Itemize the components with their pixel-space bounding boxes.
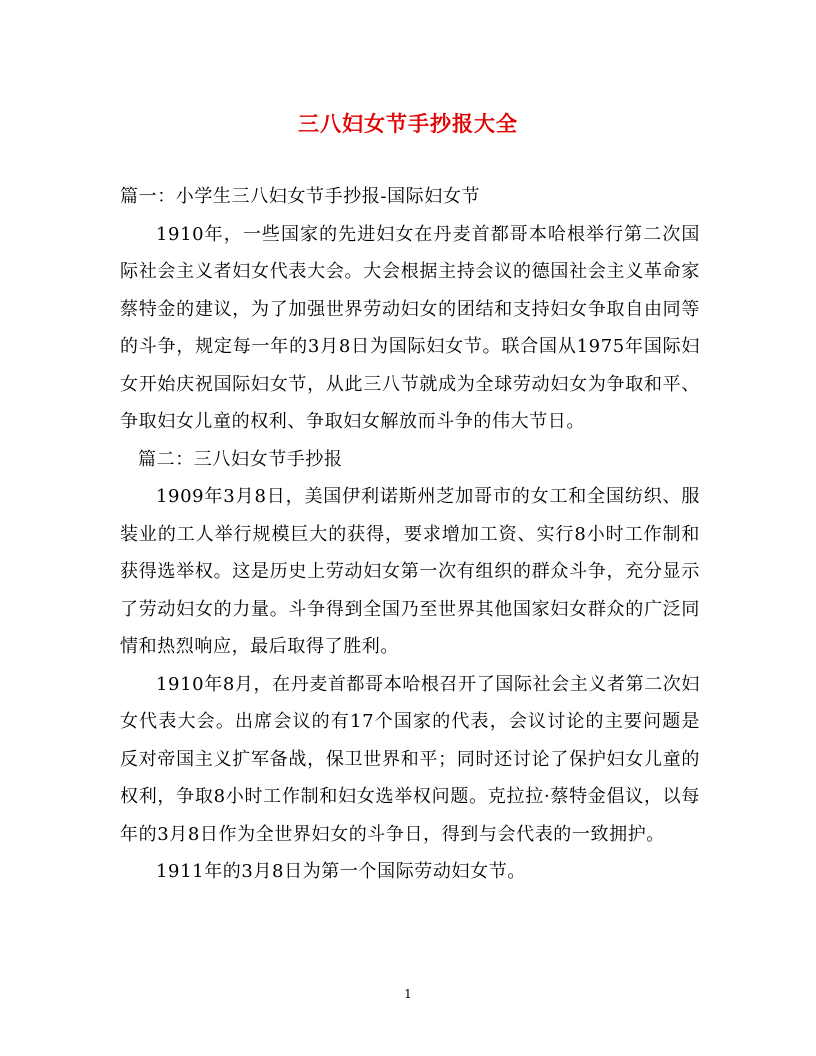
page-number: 1 xyxy=(404,987,412,1001)
document-body xyxy=(120,178,700,891)
section-heading-2: 篇二：三八妇女节手抄报 xyxy=(138,448,343,470)
section-2-paragraph-2: 1910年8月，在丹麦首都哥本哈根召开了国际社会主义者第二次妇女代表大会。出席会议的有17个国家的代表，会议讨论的主要问题是反对帝国主义扩军备战，保卫世界和平；同时还讨论了保护妇女儿童的权利，争取8小时工作制和妇女选举权问题。克拉拉·蔡特金倡议，以每年的3月8日作为全世界妇女的斗争日，得到与会代表的一致拥护。 xyxy=(120,673,700,845)
document-title: 三八妇女节手抄报大全 xyxy=(298,111,518,136)
section-1-paragraph-1: 1910年，一些国家的先进妇女在丹麦首都哥本哈根举行第二次国际社会主义者妇女代表大会。大会根据主持会议的德国社会主义革命家蔡特金的建议，为了加强世界劳动妇女的团结和支持妇女争取自由同等的斗争，规定每一年的3月8日为国际妇女节。联合国从1975年国际妇女开始庆祝国际妇女节，从此三八节就成为全球劳动妇女为争取和平、争取妇女儿童的权利、争取妇女解放而斗争的伟大节日。 xyxy=(120,223,700,432)
section-2-paragraph-3: 1911年的3月8日为第一个国际劳动妇女节。 xyxy=(156,861,526,882)
section-2-paragraph-1: 1909年3月8日，美国伊利诺斯州芝加哥市的女工和全国纺织、服装业的工人举行规模巨大的获得，要求增加工资、实行8小时工作制和获得选举权。这是历史上劳动妇女第一次有组织的群众斗争，充分显示了劳动妇女的力量。斗争得到全国乃至世界其他国家妇女群众的广泛同情和热烈响应，最后取得了胜利。 xyxy=(120,486,700,657)
section-heading-1: 篇一：小学生三八妇女节手抄报-国际妇女节 xyxy=(120,186,481,207)
